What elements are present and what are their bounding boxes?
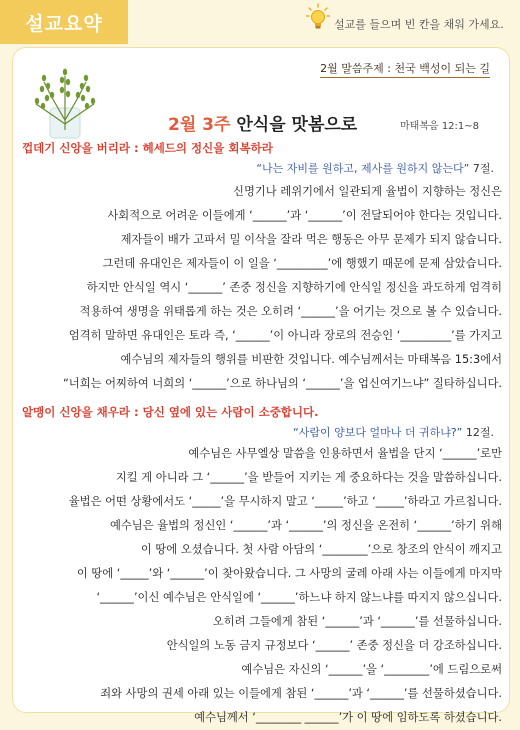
body-line: 제자들이 배가 고파서 밀 이삭을 잘라 먹은 행동은 아무 문제가 되지 않습니다. xyxy=(120,233,502,246)
body-line: 하지만 안식일 역시 ‘______’ 존중 정신을 지향하기에 안식일 정신을 과도하게 엄격히 xyxy=(86,281,502,294)
body-line: 오히려 그들에게 참된 ‘______’과 ‘______’를 선물하십니다. xyxy=(212,615,502,628)
body-line: 율법은 어떤 상황에서도 ‘_____’을 무시하지 말고 ‘_____’하고 ‘_____’하라고 가르칩니다. xyxy=(68,495,502,508)
title-week: 2월 3주 xyxy=(168,115,231,135)
body-line: 이 땅에 ‘_____’와 ‘______’이 찾아왔습니다. 그 사망의 굴레 아래 사는 이들에게 마지막 xyxy=(76,567,502,580)
body-line: 이 땅에 오셨습니다. 첫 사람 아담의 ‘________’으로 창조의 안식이 깨지고 xyxy=(140,543,502,556)
body-line: 지킬 게 아니라 그 ‘______’을 받들어 지키는 게 중요하다는 것을 말씀하십니다. xyxy=(115,471,502,484)
body-line: 죄와 사망의 권세 아래 있는 이들에게 참된 ‘______’과 ‘______’를 선물하셨습니다. xyxy=(100,687,502,700)
body-line: 예수님께서 ‘________ ______’가 이 땅에 임하도록 하셨습니다. xyxy=(194,711,502,724)
title-main: 안식을 맛봄으로 xyxy=(236,115,358,135)
body-line: 신명기나 레위기에서 일관되게 율법이 지향하는 정신은 xyxy=(233,185,502,198)
body-line: 예수님의 제자들의 행위를 비판한 것입니다. 예수님께서는 마태복음 15:3에서 xyxy=(120,353,502,366)
section-2-quote xyxy=(293,424,494,440)
body-line: 사회적으로 어려운 이들에게 ‘______’과 ‘______’이 전달되어야 한다는 것입니다. xyxy=(107,209,502,222)
quote-text: “사람이 양보다 얼마나 더 귀하냐?” xyxy=(293,426,463,439)
monthly-theme: 2월 말씀주제 : 천국 백성이 되는 길 xyxy=(320,60,490,78)
header-tab-title: 설교요약 xyxy=(0,0,128,44)
body-line: 엄격히 말하면 유대인은 토라 즉, ‘______’이 아니라 장로의 전승인 ‘_________’를 가지고 xyxy=(68,329,502,342)
quote-verse: 7절. xyxy=(469,162,494,175)
quote-verse: 12절. xyxy=(462,426,494,439)
section-1-quote xyxy=(256,160,494,176)
body-line: ‘______’이신 예수님은 안식일에 ‘______’하느냐 하지 않느냐를 따지지 않으십니다. xyxy=(96,591,502,604)
scripture-reference: 마태복음 12:1~8 xyxy=(400,121,480,132)
section-1-heading: 껍데기 신앙을 버리라 : 헤세드의 정신을 회복하라 xyxy=(22,141,273,155)
quote-text: “나는 자비를 원하고, 제사를 원하지 않는다” xyxy=(256,162,470,175)
lightbulb-icon xyxy=(306,3,330,35)
body-line: 예수님은 자신의 ‘______’을 ‘________’에 드림으로써 xyxy=(241,663,502,676)
body-line: 그런데 유대인은 제자들이 이 일을 ‘_________’에 행했기 때문에 문제 삼았습니다. xyxy=(102,257,502,270)
sermon-title xyxy=(168,110,357,135)
plant-vase-icon xyxy=(32,60,98,140)
section-1-body xyxy=(18,180,502,396)
body-line: 안식일의 노동 금지 규정보다 ‘______’ 존중 정신을 더 강조하십니다. xyxy=(166,639,502,652)
section-2-heading: 알맹이 신앙을 채우라 : 당신 옆에 있는 사람이 소중합니다. xyxy=(22,405,319,419)
body-line: 예수님은 율법의 정신인 ‘______’과 ‘______’의 정신을 온전히 ‘______’하기 위해 xyxy=(109,519,502,532)
body-line: 적용하여 생명을 위태롭게 하는 것은 오히려 ‘______’을 어기는 것으로 볼 수 있습니다. xyxy=(79,305,502,318)
body-line: 예수님은 사무엘상 말씀을 인용하면서 율법을 단지 ‘______’로만 xyxy=(188,447,502,460)
body-line: “너희는 어찌하여 너희의 ‘______’으로 하나님의 ‘______’을 업신여기느냐” 질타하십니다. xyxy=(62,377,502,390)
header-note: 설교를 들으며 빈 칸을 채워 가세요. xyxy=(334,18,504,31)
section-2-body xyxy=(18,442,502,730)
